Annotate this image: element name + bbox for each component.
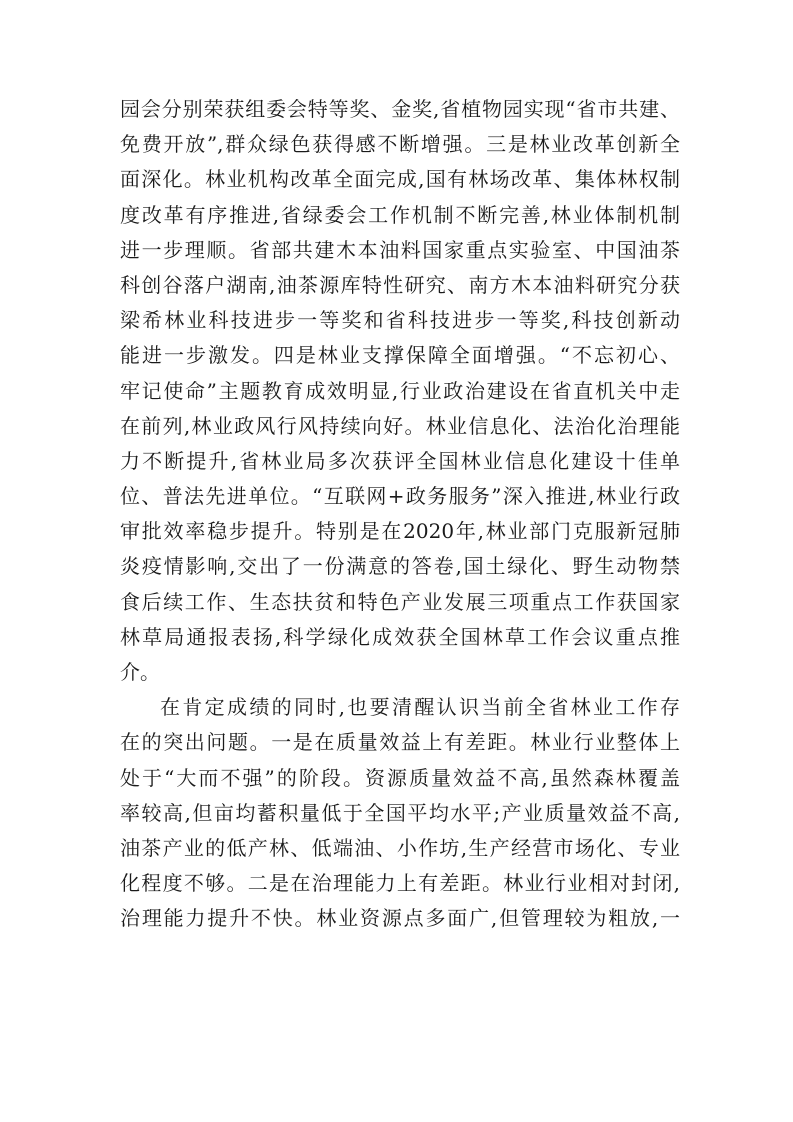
text-line: 进一步理顺。省部共建木本油料国家重点实验室、中国油茶 (120, 237, 680, 262)
text-line: 位、普法先进单位。“互联网+政务服务”深入推进,林业行政 (120, 484, 680, 509)
text-line: 牢记使命”主题教育成效明显,行业政治建设在省直机关中走 (120, 378, 680, 403)
text-line: 科创谷落户湖南,油茶源库特性研究、南方木本油料研究分获 (120, 272, 680, 297)
text-line: 园会分别荣获组委会特等奖、金奖,省植物园实现“省市共建、 (120, 97, 680, 121)
text-line: 免费开放”,群众绿色获得感不断增强。三是林业改革创新全 (120, 132, 680, 157)
text-line: 介。 (120, 660, 160, 684)
text-line: 面深化。林业机构改革全面完成,国有林场改革、集体林权制 (120, 167, 680, 192)
text-line: 林草局通报表扬,科学绿化成效获全国林草工作会议重点推 (120, 624, 680, 649)
paragraph-first-line: 在肯定成绩的同时,也要清醒认识当前全省林业工作存 (160, 695, 680, 720)
text-line: 力不断提升,省林业局多次获评全国林业信息化建设十佳单 (120, 448, 680, 473)
text-line: 能进一步激发。四是林业支撑保障全面增强。“不忘初心、 (120, 343, 680, 368)
text-line: 处于“大而不强”的阶段。资源质量效益不高,虽然森林覆盖 (120, 765, 680, 790)
text-line: 梁希林业科技进步一等奖和省科技进步一等奖,科技创新动 (120, 308, 680, 333)
text-line: 炎疫情影响,交出了一份满意的答卷,国土绿化、野生动物禁 (120, 554, 680, 579)
text-line: 审批效率稳步提升。特别是在2020年,林业部门克服新冠肺 (120, 519, 680, 544)
text-line: 在的突出问题。一是在质量效益上有差距。林业行业整体上 (120, 730, 680, 755)
text-line: 度改革有序推进,省绿委会工作机制不断完善,林业体制机制 (120, 202, 680, 227)
text-line: 化程度不够。二是在治理能力上有差距。林业行业相对封闭, (120, 871, 680, 896)
text-line: 率较高,但亩均蓄积量低于全国平均水平;产业质量效益不高, (120, 800, 680, 825)
body-text (120, 92, 680, 937)
text-line: 在前列,林业政风行风持续向好。林业信息化、法治化治理能 (120, 413, 680, 438)
text-line: 治理能力提升不快。林业资源点多面广,但管理较为粗放,一 (120, 906, 680, 931)
text-line: 食后续工作、生态扶贫和特色产业发展三项重点工作获国家 (120, 589, 680, 614)
text-line: 油茶产业的低产林、低端油、小作坊,生产经营市场化、专业 (120, 835, 680, 860)
